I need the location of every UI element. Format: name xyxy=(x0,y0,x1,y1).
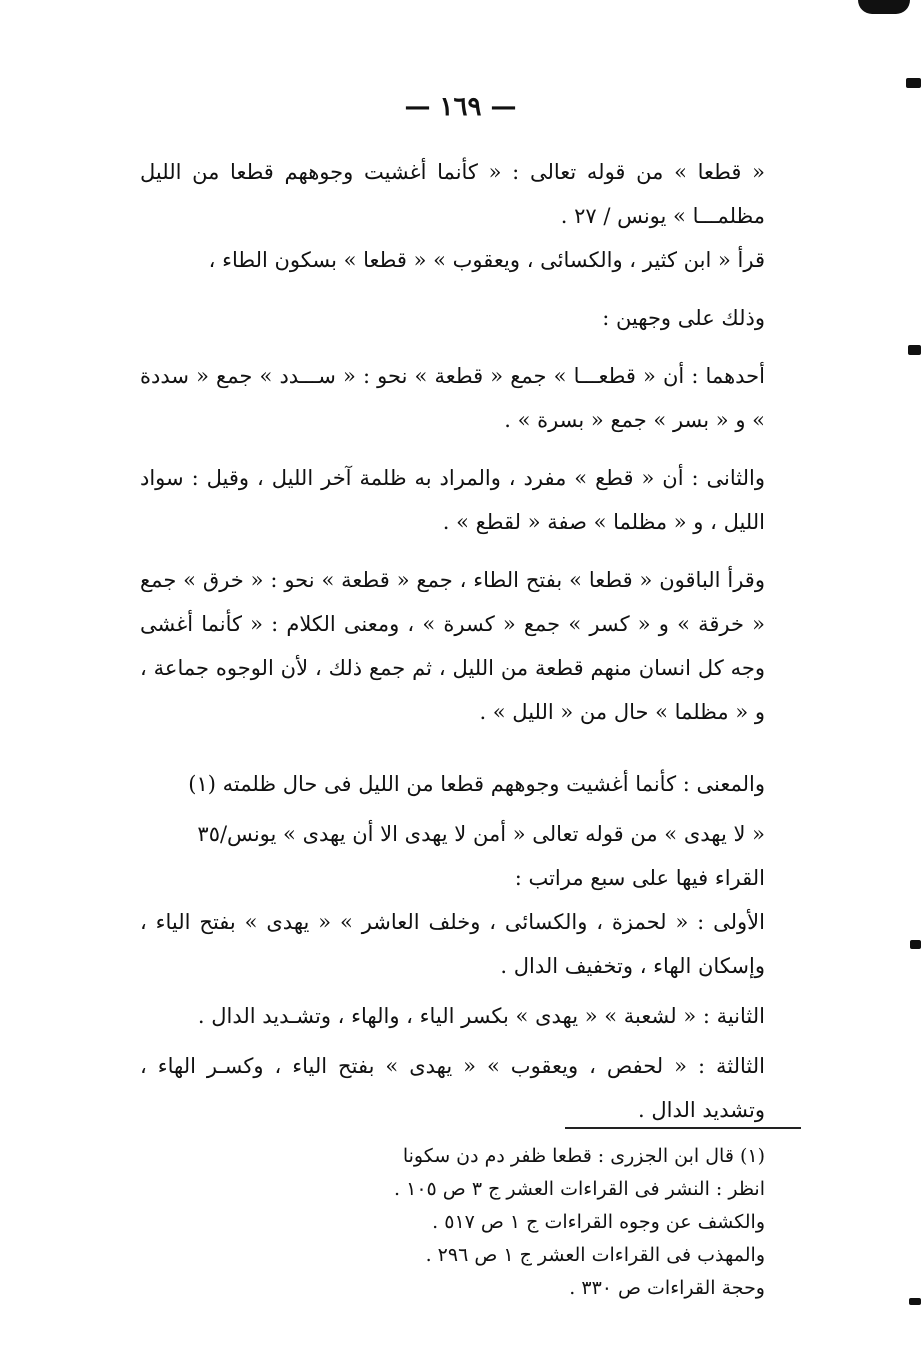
paragraph-qitaa-verse: « قطعا » من قوله تعالى : « كأنما أغشيت وجوههم قطعا من الليل مظلمـــا » يونس / ٢٧ . xyxy=(140,160,765,228)
footnote-line: (١) قال ابن الجزرى : قطعا ظفر دم دن سكونا xyxy=(402,1145,765,1167)
paragraph-rank-three: الثالثة : « لحفص ، ويعقوب » « يهدى » بفتح الياء ، وكسـر الهاء ، وتشديد الدال . xyxy=(140,1054,765,1122)
scan-edge-mark-right-3 xyxy=(910,940,921,949)
paragraph-rank-two: الثانية : « لشعبة » « يهدى » بكسر الياء ، والهاء ، وتشـديد الدال . xyxy=(197,1004,765,1028)
footnote-line: والمهذب فى القراءات العشر ج ١ ص ٢٩٦ . xyxy=(425,1244,765,1266)
scan-edge-mark-top xyxy=(858,0,910,14)
main-text xyxy=(140,150,765,1138)
scan-edge-mark-right-1 xyxy=(906,78,921,88)
paragraph-reading-ibn-kathir: قرأ « ابن كثير ، والكسائى ، ويعقوب » « قطعا » بسكون الطاء ، xyxy=(208,248,765,272)
paragraph-seven-ranks: القراء فيها على سبع مراتب : xyxy=(514,866,765,890)
footnote-line: وحجة القراءات ص ٣٣٠ . xyxy=(569,1277,765,1299)
paragraph-first-aspect: أحدهما : أن « قطعـــا » جمع « قطعة » نحو : « ســـدد » جمع « سددة » و « بسر » جمع « بسرة » . xyxy=(140,364,765,432)
paragraph-rank-one: الأولى : « لحمزة ، والكسائى ، وخلف العاشر » « يهدى » بفتح الياء ، وإسكان الهاء ، وتخفيف الدال . xyxy=(140,910,765,978)
scan-edge-mark-right-4 xyxy=(909,1298,921,1305)
footnote-divider xyxy=(565,1127,801,1129)
paragraph-two-aspects: وذلك على وجهين : xyxy=(602,306,765,330)
paragraph-la-yahiddi-verse: « لا يهدى » من قوله تعالى « أمن لا يهدى الا أن يهدى » يونس/٣٥ xyxy=(197,822,765,846)
paragraph-meaning: والمعنى : كأنما أغشيت وجوههم قطعا من الليل فى حال ظلمته (١) xyxy=(188,772,765,796)
footnotes xyxy=(280,1140,765,1305)
paragraph-other-readers: وقرأ الباقون « قطعا » بفتح الطاء ، جمع « قطعة » نحو : « خرق » جمع « خرقة » و « كسر » جمع « كسرة » ، ومعنى الكلام : « كأنما أغشى وجه كل انسان منهم قطعة من الليل ، ثم جمع ذلك ، لأن الوجوه جماعة ، و « مظلما » حال من « الليل » . xyxy=(140,568,765,724)
page-number: — ١٦٩ — xyxy=(404,92,517,122)
footnote-line: انظر : النشر فى القراءات العشر ج ٣ ص ١٠٥ . xyxy=(394,1178,765,1200)
scan-edge-mark-right-2 xyxy=(908,345,921,355)
paragraph-second-aspect: والثانى : أن « قطع » مفرد ، والمراد به ظلمة آخر الليل ، وقيل : سواد الليل ، و « مظلما » صفة « لقطع » . xyxy=(140,466,765,534)
footnote-line: والكشف عن وجوه القراءات ج ١ ص ٥١٧ . xyxy=(432,1211,765,1233)
